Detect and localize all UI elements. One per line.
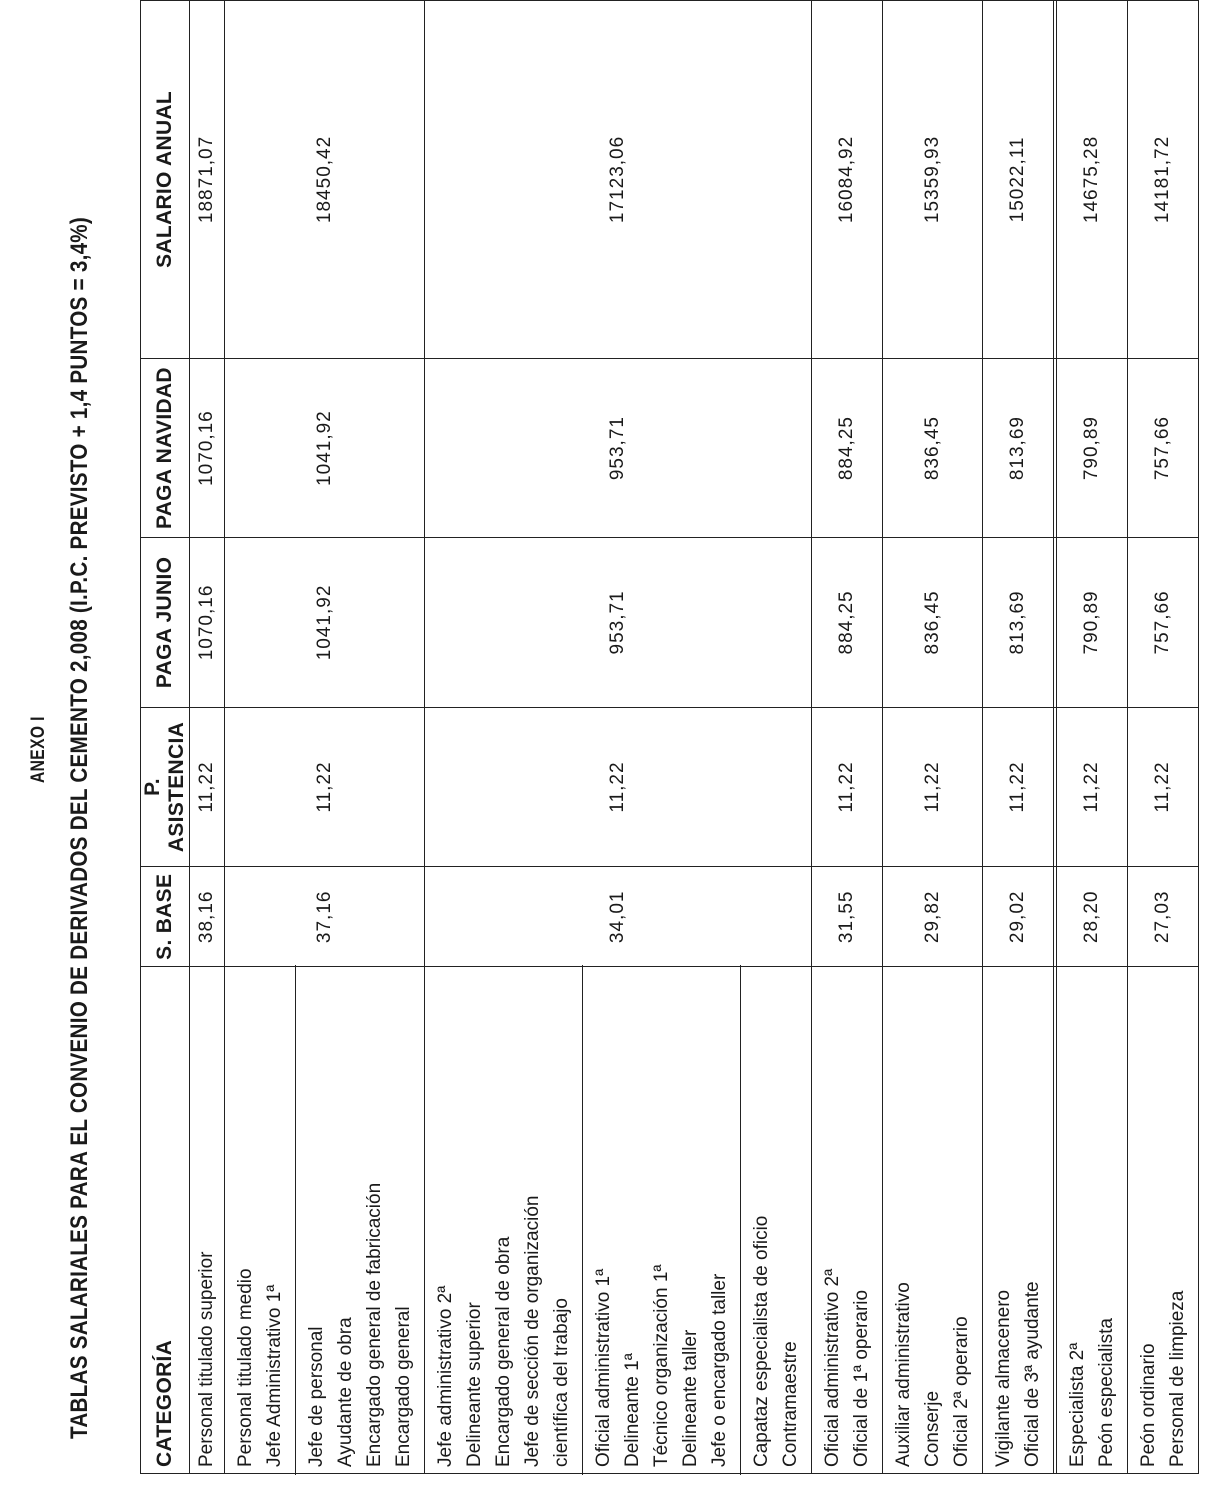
p-asistencia-value: 11,22 [812, 707, 883, 867]
category-label: Especialista 2ª [1067, 1342, 1088, 1467]
p-asistencia-value: 11,22 [983, 707, 1054, 867]
category-cell [190, 967, 225, 1474]
table-row [1128, 1, 1199, 1474]
table-row [225, 1, 425, 1474]
category-label: Jefe de personal [306, 1326, 327, 1467]
p-asistencia-value: 11,22 [225, 707, 425, 867]
category-cell [225, 967, 425, 1474]
category-group [883, 973, 982, 1467]
category-label: Auxiliar administrativo [893, 1282, 914, 1467]
category-label: Jefe de sección de organización [522, 1195, 543, 1467]
category-cell [1128, 967, 1199, 1474]
s-base-value: 37,16 [225, 867, 425, 967]
column-header-s-base: S. BASE [141, 867, 190, 967]
paga-navidad-value: 790,89 [1057, 358, 1128, 537]
table-row [425, 1, 812, 1474]
salario-anual-value: 14675,28 [1057, 1, 1128, 359]
table-row [883, 1, 983, 1474]
p-asistencia-value: 11,22 [883, 707, 983, 867]
paga-navidad-value: 1041,92 [225, 358, 425, 537]
p-asistencia-value: 11,22 [1128, 707, 1199, 867]
category-label: Jefe administrativo 2ª [435, 1285, 456, 1467]
category-label: Oficial 2ª operario [951, 1316, 972, 1467]
category-label: Ayudante de obra [335, 1317, 356, 1467]
category-label: Oficial administrativo 1ª [593, 1268, 614, 1467]
p-asistencia-value: 11,22 [190, 707, 225, 867]
category-group [582, 965, 740, 1475]
category-label: Delineante taller [680, 1329, 701, 1467]
salario-anual-value: 18871,07 [190, 1, 225, 359]
salario-anual-value: 18450,42 [225, 1, 425, 359]
paga-navidad-value: 813,69 [983, 358, 1054, 537]
p-asistencia-value: 11,22 [1057, 707, 1128, 867]
salario-anual-value: 16084,92 [812, 1, 883, 359]
category-cell [983, 967, 1054, 1474]
category-label: Delineante 1ª [622, 1353, 643, 1467]
document-title: TABLAS SALARIALES PARA EL CONVENIO DE DERIVADOS DEL CEMENTO 2,008 (I.P.C. PREVISTO + 1,4 PUNTOS = 3,4%) [66, 216, 93, 1439]
paga-junio-value: 1070,16 [190, 538, 225, 707]
category-label: Vigilante almacenero [993, 1289, 1014, 1467]
paga-junio-value: 953,71 [425, 538, 812, 707]
category-label: Conserje [922, 1390, 943, 1467]
category-label: Peón ordinario [1138, 1343, 1159, 1467]
annex-heading: ANEXO I [28, 716, 49, 784]
category-label: Peón especialista [1096, 1318, 1117, 1467]
category-group [1057, 973, 1127, 1467]
category-label: Oficial de 1ª operario [851, 1289, 872, 1467]
category-label: científica del trabajo [551, 1298, 572, 1467]
category-label: Delineante superior [464, 1302, 485, 1467]
table-header-row [141, 1, 190, 1474]
column-header-categoria: CATEGORÍA [141, 967, 190, 1474]
category-label: Personal de limpieza [1167, 1290, 1188, 1467]
s-base-value: 29,02 [983, 867, 1054, 967]
paga-navidad-value: 836,45 [883, 358, 983, 537]
category-group [983, 973, 1053, 1467]
category-label: Personal titulado medio [235, 1268, 256, 1467]
table-row [1057, 1, 1128, 1474]
category-label: Contramaestre [780, 1341, 801, 1467]
column-header-paga-junio: PAGA JUNIO [141, 538, 190, 707]
category-group [425, 973, 582, 1467]
p-asistencia-value: 11,22 [425, 707, 812, 867]
paga-navidad-value: 1070,16 [190, 358, 225, 537]
category-group [295, 965, 424, 1475]
category-label: Jefe o encargado taller [709, 1273, 730, 1467]
salary-table [140, 0, 1199, 1474]
table-row [983, 1, 1054, 1474]
paga-junio-value: 836,45 [883, 538, 983, 707]
table-row [190, 1, 225, 1474]
category-cell [883, 967, 983, 1474]
column-header-p-asistencia: P. ASISTENCIA [141, 707, 190, 867]
paga-navidad-value: 884,25 [812, 358, 883, 537]
paga-junio-value: 813,69 [983, 538, 1054, 707]
s-base-value: 34,01 [425, 867, 812, 967]
category-label: Jefe Administrativo 1ª [264, 1284, 285, 1467]
paga-navidad-value: 953,71 [425, 358, 812, 537]
salario-anual-value: 15022,11 [983, 1, 1054, 359]
s-base-value: 29,82 [883, 867, 983, 967]
s-base-value: 27,03 [1128, 867, 1199, 967]
paga-junio-value: 757,66 [1128, 538, 1199, 707]
category-cell [425, 967, 812, 1474]
category-label: Técnico organización 1ª [651, 1264, 672, 1467]
column-header-paga-navidad: PAGA NAVIDAD [141, 358, 190, 537]
paga-navidad-value: 757,66 [1128, 358, 1199, 537]
column-header-salario-anual: SALARIO ANUAL [141, 1, 190, 359]
category-group [1128, 973, 1198, 1467]
s-base-value: 28,20 [1057, 867, 1128, 967]
category-label: Personal titulado superior [196, 1251, 217, 1467]
table-row [812, 1, 883, 1474]
category-label: Encargado general de obra [493, 1236, 514, 1467]
category-group [194, 973, 220, 1467]
category-label: Encargado general de fabricación [364, 1182, 385, 1467]
category-label: Encargado general [393, 1306, 414, 1467]
paga-junio-value: 884,25 [812, 538, 883, 707]
s-base-value: 31,55 [812, 867, 883, 967]
category-cell [812, 967, 883, 1474]
paga-junio-value: 790,89 [1057, 538, 1128, 707]
category-label: Oficial de 3ª ayudante [1022, 1281, 1043, 1467]
category-label: Capataz especialista de oficio [751, 1215, 772, 1467]
category-group [812, 973, 882, 1467]
category-label: Oficial administrativo 2ª [822, 1268, 843, 1467]
category-cell [1057, 967, 1128, 1474]
salario-anual-value: 14181,72 [1128, 1, 1199, 359]
salario-anual-value: 17123,06 [425, 1, 812, 359]
category-group [740, 965, 811, 1475]
paga-junio-value: 1041,92 [225, 538, 425, 707]
salario-anual-value: 15359,93 [883, 1, 983, 359]
category-group [225, 973, 295, 1467]
s-base-value: 38,16 [190, 867, 225, 967]
